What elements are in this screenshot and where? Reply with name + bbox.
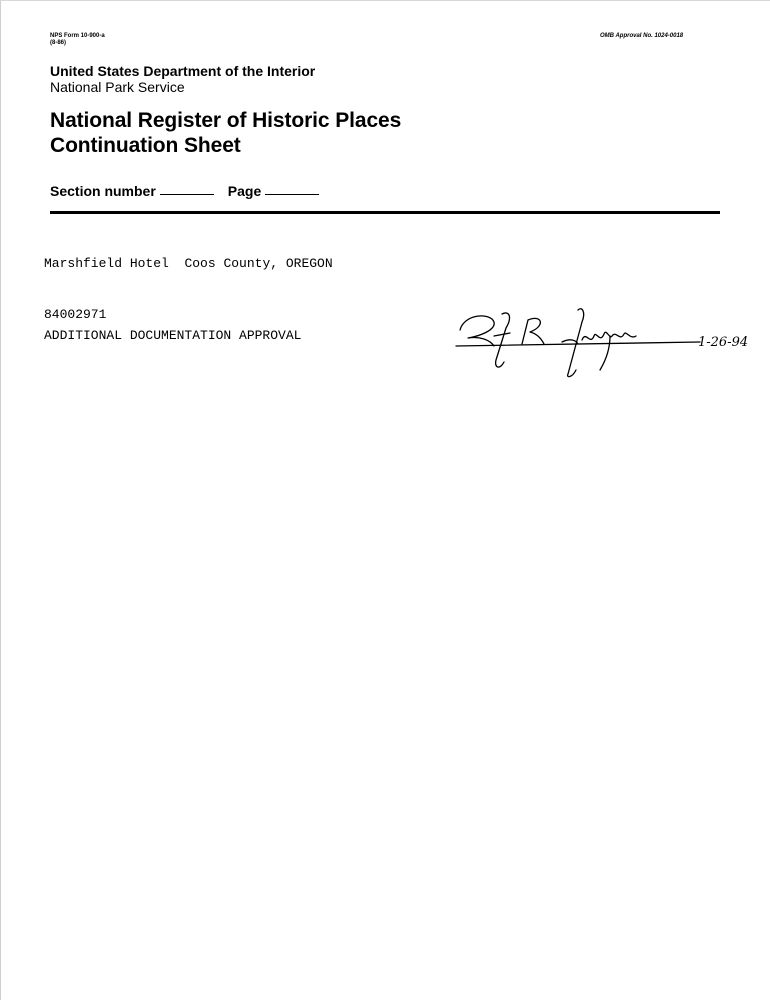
document-title	[50, 108, 401, 158]
page-label: Page	[227, 183, 262, 199]
signature-image	[450, 300, 749, 380]
service-name: National Park Service	[50, 79, 185, 95]
property-name: Marshfield Hotel	[44, 256, 169, 271]
form-revision-text: (8-86)	[50, 40, 67, 46]
page-edge-top	[0, 0, 770, 1]
section-number-blank	[160, 193, 214, 195]
omb-approval-number: OMB Approval No. 1024-0018	[600, 33, 684, 39]
page-edge	[0, 0, 1, 1000]
header-divider	[50, 211, 720, 214]
property-location: Coos County, OREGON	[184, 256, 333, 271]
department-name: United States Department of the Interior	[50, 63, 316, 79]
section-number-label: Section number	[50, 183, 156, 199]
form-number	[50, 33, 105, 47]
page-number-blank	[265, 193, 319, 195]
section-page-row	[50, 183, 319, 199]
property-reference-number: 84002971	[44, 307, 107, 322]
form-number-text: NPS Form 10-900-a	[50, 33, 105, 39]
property-info	[44, 221, 333, 340]
approval-text: ADDITIONAL DOCUMENTATION APPROVAL	[44, 328, 302, 343]
agency-block	[50, 63, 315, 95]
signature-date: 1-26-94	[698, 335, 749, 350]
property-line	[44, 255, 333, 272]
title-line-1: National Register of Historic Places	[50, 109, 402, 132]
title-line-2: Continuation Sheet	[50, 134, 241, 157]
